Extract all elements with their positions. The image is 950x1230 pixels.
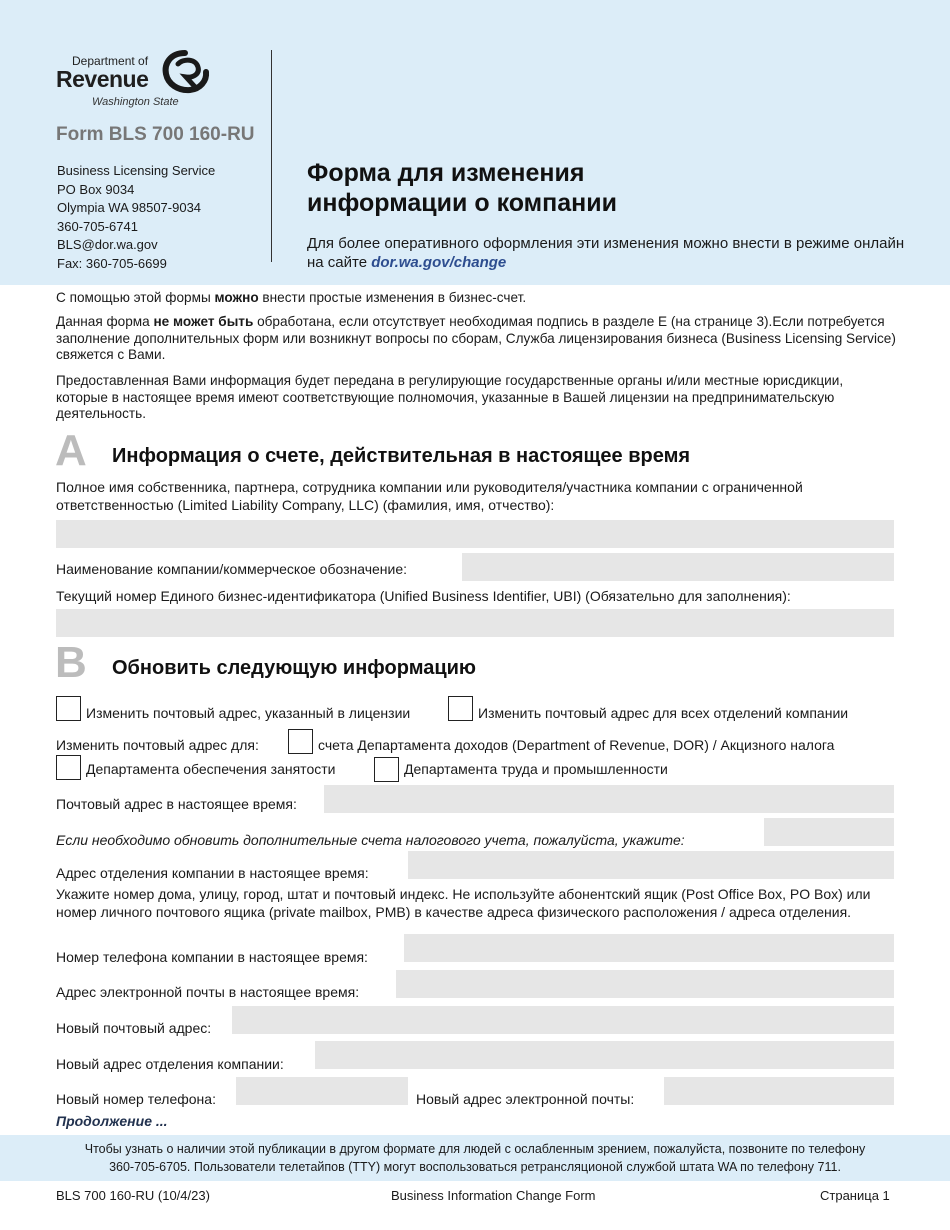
current-mail-input[interactable]: [324, 785, 894, 813]
license-mail-checkbox[interactable]: [56, 696, 81, 721]
online-notice: [307, 235, 907, 272]
logo-dept-text: Department of: [72, 54, 149, 68]
current-email-label: Адрес электронной почты в настоящее время:: [56, 984, 360, 1000]
address-line: Fax: 360-705-6699: [57, 255, 167, 271]
new-location-label: Новый адрес отделения компании:: [56, 1056, 284, 1072]
business-name-input[interactable]: [462, 553, 894, 581]
section-a-title: Информация о счете, действительная в настоящее время: [112, 445, 691, 467]
online-change-link[interactable]: dor.wa.gov/change: [371, 253, 507, 271]
intro-text: Данная форма: [56, 314, 154, 329]
new-email-input[interactable]: [664, 1077, 894, 1105]
lni-checkbox[interactable]: [374, 757, 399, 782]
business-name-label: Наименование компании/коммерческое обозначение:: [56, 561, 408, 577]
dor-account-label: счета Департамента доходов (Department of Revenue, DOR) / Акцизного налога: [318, 737, 835, 753]
online-notice-text: Для более оперативного оформления эти изменения можно внести в режиме онлайн на сайте: [307, 235, 905, 271]
dor-logo: [56, 50, 216, 114]
current-email-input[interactable]: [396, 970, 894, 998]
intro-paragraph-2: [56, 314, 896, 364]
logo-state-text: Washington State: [92, 96, 179, 108]
change-for-label: Изменить почтовый адрес для:: [56, 737, 259, 753]
page-title-line2: информации о компании: [307, 189, 618, 217]
page-title: [307, 158, 617, 218]
form-code: BLS 700 160-RU (10/4/23): [56, 1188, 210, 1203]
lni-label: Департамента труда и промышленности: [404, 761, 668, 777]
section-b-title: Обновить следующую информацию: [112, 657, 477, 679]
all-locations-checkbox[interactable]: [448, 696, 473, 721]
new-location-input[interactable]: [315, 1041, 894, 1069]
continue-text: Продолжение ...: [56, 1113, 168, 1129]
current-location-label: Адрес отделения компании в настоящее время:: [56, 865, 369, 881]
new-email-label: Новый адрес электронной почты:: [416, 1091, 635, 1107]
new-mail-label: Новый почтовый адрес:: [56, 1020, 212, 1036]
current-phone-label: Номер телефона компании в настоящее время:: [56, 949, 368, 965]
dor-swirl-icon: [160, 50, 210, 94]
intro-paragraph-3: Предоставленная Вами информация будет передана в регулирующие государственные органы и/или местные юрисдикции, которые в настоящее время имеют соответствующие полномочия, указанные в Вашей лицензии на предпринимательскую деятельность.: [56, 373, 844, 421]
header-divider: [271, 50, 272, 262]
office-address: [57, 162, 215, 273]
all-locations-label: Изменить почтовый адрес для всех отделений компании: [478, 705, 849, 721]
intro-emphasis: можно: [214, 290, 259, 305]
form-name: Business Information Change Form: [391, 1188, 596, 1203]
address-line: 360-705-6741: [57, 218, 138, 234]
address-line: PO Box 9034: [57, 181, 135, 197]
section-a-letter: A: [55, 426, 87, 475]
accessibility-line: Чтобы узнать о наличии этой публикации в другом формате для людей с ослабленным зрением, пожалуйста, позвоните по телефону: [84, 1142, 866, 1156]
accessibility-notice: [0, 1140, 950, 1176]
address-line: BLS@dor.wa.gov: [57, 237, 158, 252]
additional-accounts-label: Если необходимо обновить дополнительные счета налогового учета, пожалуйста, укажите:: [56, 832, 685, 848]
intro-text: обработана, если отсутствует необходимая подпись в разделе E (на странице 3).Если потребуется заполнение дополнительных форм или возникнут вопросы по сборам, Служба лицензирования бизнеса (Business Licensing Service) свяжется с Вами.: [56, 314, 896, 362]
dor-account-checkbox[interactable]: [288, 729, 313, 754]
owner-name-label: Полное имя собственника, партнера, сотрудника компании или руководителя/участника компании с ограниченной ответственностью (Limited Liability Company, LLC) (фамилия, имя, отчество):: [56, 479, 803, 513]
form-number: Form BLS 700 160-RU: [56, 124, 255, 145]
intro-emphasis: не может быть: [153, 314, 254, 329]
owner-name-input[interactable]: [56, 520, 894, 548]
new-phone-input[interactable]: [236, 1077, 408, 1105]
page-number: Страница 1: [820, 1188, 890, 1203]
new-mail-input[interactable]: [232, 1006, 894, 1034]
intro-text: С помощью этой формы: [56, 290, 215, 305]
license-mail-label: Изменить почтовый адрес, указанный в лицензии: [86, 705, 411, 721]
location-note: Укажите номер дома, улицу, город, штат и почтовый индекс. Не используйте абонентский ящик (Post Office Box, PO Box) или номер личного почтового ящика (private mailbox, PMB) в качестве адреса физического расположения / адреса отделения.: [56, 886, 871, 920]
page-title-line1: Форма для изменения: [307, 159, 585, 187]
ubi-label: Текущий номер Единого бизнес-идентификатора (Unified Business Identifier, UBI) (Обязательно для заполнения):: [56, 588, 791, 604]
ubi-input[interactable]: [56, 609, 894, 637]
accessibility-line: 360-705-6705. Пользователи телетайпов (TTY) могут воспользоваться ретрансляционой службой штата WA по телефону 711.: [109, 1160, 841, 1174]
new-phone-label: Новый номер телефона:: [56, 1091, 216, 1107]
current-phone-input[interactable]: [404, 934, 894, 962]
additional-accounts-input[interactable]: [764, 818, 894, 846]
current-mail-label: Почтовый адрес в настоящее время:: [56, 796, 297, 812]
current-location-input[interactable]: [408, 851, 894, 879]
section-b-letter: B: [55, 638, 87, 687]
intro-text: внести простые изменения в бизнес-счет.: [258, 290, 527, 305]
address-line: Business Licensing Service: [57, 163, 216, 178]
address-line: Olympia WA 98507-9034: [57, 200, 202, 215]
logo-revenue-text: Revenue: [56, 66, 149, 92]
esd-checkbox[interactable]: [56, 755, 81, 780]
intro-paragraph-1: [56, 290, 896, 307]
esd-label: Департамента обеспечения занятости: [86, 761, 336, 777]
